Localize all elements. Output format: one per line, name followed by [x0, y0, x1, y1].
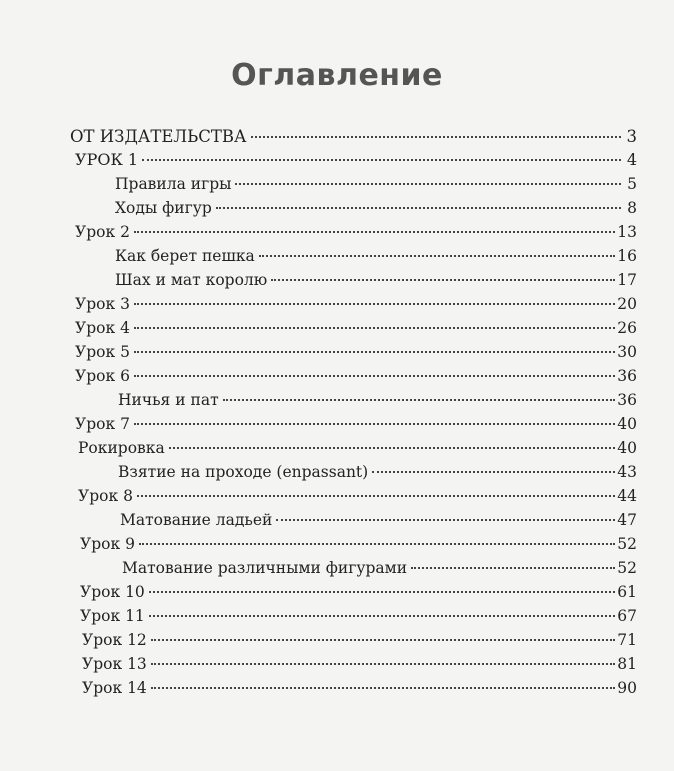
toc-entry-lesson-1	[75, 149, 637, 171]
toc-entry-page: 4	[626, 150, 637, 169]
toc-entry-page: 81	[617, 655, 637, 673]
toc-entry-label: Урок 14	[82, 679, 147, 697]
toc-entry-label: УРОК 1	[75, 150, 139, 169]
toc-leader-dots	[134, 327, 615, 329]
toc-entry-lesson-8	[78, 485, 637, 507]
toc-leader-dots	[372, 471, 615, 473]
toc-entry-label: Ходы фигур	[115, 199, 212, 217]
toc-entry-lesson-3	[75, 293, 637, 315]
toc-leader-dots	[411, 567, 615, 569]
toc-entry-lesson-7	[75, 413, 637, 435]
toc-entry-page: 30	[617, 343, 637, 361]
toc-entry-rook-mate	[120, 509, 637, 531]
toc-leader-dots	[223, 399, 616, 401]
toc-leader-dots	[151, 663, 615, 665]
toc-leader-dots	[142, 159, 621, 161]
toc-entry-label: Урок 8	[78, 487, 133, 505]
toc-entry-page: 36	[617, 391, 637, 409]
toc-leader-dots	[149, 591, 615, 593]
toc-entry-label: Матование ладьей	[120, 511, 273, 529]
toc-leader-dots	[259, 255, 615, 257]
toc-entry-page: 40	[617, 439, 637, 457]
toc-entry-page: 3	[626, 127, 637, 146]
toc-entry-label: Урок 7	[75, 415, 130, 433]
toc-entry-label: Правила игры	[115, 175, 232, 193]
toc-entry-page: 20	[617, 295, 637, 313]
toc-leader-dots	[276, 519, 615, 521]
toc-entry-label: Урок 6	[75, 367, 130, 385]
toc-entry-label: Как берет пешка	[115, 247, 255, 265]
toc-entry-lesson-9	[80, 533, 637, 555]
toc-leader-dots	[251, 136, 621, 138]
toc-entry-page: 61	[617, 583, 637, 601]
toc-entry-lesson-4	[75, 317, 637, 339]
toc-leader-dots	[151, 639, 615, 641]
toc-entry-page: 16	[617, 247, 637, 265]
toc-entry-label: Урок 9	[80, 535, 135, 553]
toc-entry-page: 44	[617, 487, 637, 505]
toc-leader-dots	[134, 303, 615, 305]
toc-entry-page: 71	[617, 631, 637, 649]
toc-entry-lesson-11	[80, 605, 637, 627]
toc-entry-draw-stalemate	[118, 389, 637, 411]
toc-entry-page: 47	[617, 511, 637, 529]
page-title: Оглавление	[231, 58, 443, 93]
toc-leader-dots	[151, 687, 615, 689]
toc-entry-label: Матование различными фигурами	[122, 559, 408, 577]
toc-entry-page: 36	[617, 367, 637, 385]
toc-entry-label: ОТ ИЗДАТЕЛЬСТВА	[70, 127, 247, 146]
toc-leader-dots	[271, 279, 615, 281]
toc-entry-lesson-14	[82, 677, 637, 699]
toc-leader-dots	[169, 447, 616, 449]
toc-entry-label: Урок 12	[82, 631, 147, 649]
toc-entry-page: 5	[627, 175, 637, 193]
toc-entry-page: 43	[617, 463, 637, 481]
toc-leader-dots	[149, 615, 615, 617]
toc-entry-label: Урок 4	[75, 319, 130, 337]
toc-entry-label: Ничья и пат	[118, 391, 219, 409]
toc-entry-page: 90	[617, 679, 637, 697]
toc-entry-lesson-13	[82, 653, 637, 675]
toc-entry-page: 52	[617, 559, 637, 577]
toc-entry-lesson-6	[75, 365, 637, 387]
toc-entry-lesson-2	[75, 221, 637, 243]
toc-entry-pawn-capture	[115, 245, 637, 267]
toc-entry-lesson-12	[82, 629, 637, 651]
toc-leader-dots	[134, 423, 615, 425]
toc-entry-rules	[115, 173, 637, 195]
toc-entry-label: Урок 3	[75, 295, 130, 313]
toc-entry-castling	[78, 437, 637, 459]
toc-entry-en-passant	[118, 461, 637, 483]
toc-entry-page: 8	[627, 199, 637, 217]
toc-entry-page: 52	[617, 535, 637, 553]
toc-leader-dots	[235, 183, 621, 185]
toc-entry-label: Урок 5	[75, 343, 130, 361]
toc-entry-publisher	[70, 126, 637, 148]
toc-entry-page: 17	[617, 271, 637, 289]
toc-entry-page: 13	[617, 223, 637, 241]
toc-entry-label: Урок 2	[75, 223, 130, 241]
toc-entry-label: Урок 13	[82, 655, 147, 673]
toc-entry-various-pieces-mate	[122, 557, 637, 579]
toc-leader-dots	[134, 351, 615, 353]
toc-entry-page: 40	[617, 415, 637, 433]
toc-leader-dots	[137, 495, 615, 497]
toc-entry-check-mate	[115, 269, 637, 291]
toc-entry-lesson-5	[75, 341, 637, 363]
toc-entry-label: Рокировка	[78, 439, 165, 457]
toc-entry-label: Урок 10	[80, 583, 145, 601]
toc-entry-page: 67	[617, 607, 637, 625]
toc-leader-dots	[134, 231, 615, 233]
toc-entry-page: 26	[617, 319, 637, 337]
toc-leader-dots	[134, 375, 615, 377]
toc-entry-label: Взятие на проходе (enpassant)	[118, 463, 369, 481]
toc-entry-label: Шах и мат королю	[115, 271, 268, 289]
toc-entry-piece-moves	[115, 197, 637, 219]
toc-leader-dots	[216, 207, 621, 209]
toc-leader-dots	[139, 543, 615, 545]
toc-entry-label: Урок 11	[80, 607, 145, 625]
toc-entry-lesson-10	[80, 581, 637, 603]
